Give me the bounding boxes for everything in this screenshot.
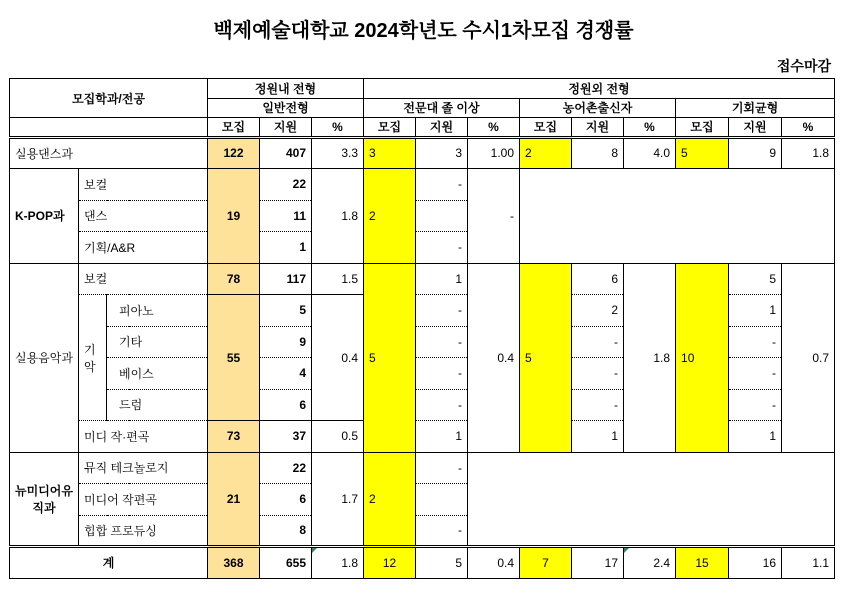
cell-quota: 2 — [364, 169, 416, 264]
cell-applied: 11 — [260, 200, 312, 232]
cell-quota: 122 — [208, 137, 260, 169]
header-outside: 정원외 전형 — [364, 79, 835, 99]
cell-applied: - — [416, 358, 468, 390]
cell-quota: 73 — [208, 421, 260, 453]
cell-applied: 6 — [572, 263, 624, 295]
major-name: 힙합 프로듀싱 — [79, 515, 208, 547]
header-applied: 지원 — [729, 118, 782, 138]
cell-applied: 37 — [260, 421, 312, 453]
cell-applied: 117 — [260, 263, 312, 295]
competition-table — [9, 78, 835, 579]
cell-applied: - — [572, 326, 624, 358]
cell-applied: 4 — [260, 358, 312, 390]
cell-applied: - — [416, 232, 468, 264]
cell-pct: 3.3 — [312, 137, 364, 169]
cell-pct: 0.4 — [312, 295, 364, 421]
cell-quota: 10 — [676, 263, 729, 452]
cell-applied: 6 — [260, 484, 312, 516]
cell-applied: - — [416, 169, 468, 201]
cell-applied: 9 — [260, 326, 312, 358]
cell-applied: 2 — [572, 295, 624, 327]
cell-applied: 1 — [729, 421, 782, 453]
cell-applied: - — [729, 358, 782, 390]
cell-quota: 5 — [676, 137, 729, 169]
cell-pct: 0.4 — [468, 263, 520, 452]
cell-applied: - — [416, 326, 468, 358]
cell-quota: 21 — [208, 452, 260, 547]
cell-applied: 9 — [729, 137, 782, 169]
cell-applied: 1 — [260, 232, 312, 264]
cell-pct: 1.1 — [782, 547, 835, 579]
cell-applied: 407 — [260, 137, 312, 169]
row-music-vocal — [10, 263, 835, 295]
cell-applied: 1 — [416, 421, 468, 453]
header-farm: 농어촌출신자 — [520, 98, 676, 118]
cell-applied — [416, 200, 468, 232]
cell-applied: - — [572, 389, 624, 421]
major-name: 기악 — [79, 295, 107, 421]
header-pct: % — [624, 118, 676, 138]
header-dept: 모집학과/전공 — [10, 79, 208, 118]
row-total — [10, 547, 835, 579]
empty-block — [520, 169, 835, 264]
cell-applied: 8 — [260, 515, 312, 547]
cell-pct: 1.8 — [624, 263, 676, 452]
header-pct: % — [312, 118, 364, 138]
sub-major-name: 드럼 — [107, 389, 208, 421]
header-applied: 지원 — [416, 118, 468, 138]
cell-applied: - — [572, 358, 624, 390]
header-pct: % — [782, 118, 835, 138]
cell-applied: 22 — [260, 169, 312, 201]
header-quota: 모집 — [676, 118, 729, 138]
total-label: 계 — [10, 547, 208, 579]
header-quota: 모집 — [520, 118, 572, 138]
cell-pct: 0.4 — [468, 547, 520, 579]
sub-major-name: 베이스 — [107, 358, 208, 390]
cell-quota: 2 — [364, 452, 416, 547]
major-name: 미디어 작편곡 — [79, 484, 208, 516]
cell-applied: - — [729, 326, 782, 358]
cell-quota: 15 — [676, 547, 729, 579]
major-name: 보컬 — [79, 263, 208, 295]
header-pct: % — [468, 118, 520, 138]
empty-block — [468, 452, 835, 547]
sub-major-name: 기타 — [107, 326, 208, 358]
cell-applied: 5 — [729, 263, 782, 295]
cell-applied: 5 — [260, 295, 312, 327]
header-blank — [10, 118, 208, 138]
cell-applied: 16 — [729, 547, 782, 579]
header-applied: 지원 — [572, 118, 624, 138]
major-name: 댄스 — [79, 200, 208, 232]
cell-applied: 1 — [416, 263, 468, 295]
cell-applied: 8 — [572, 137, 624, 169]
cell-pct: 2.4 — [624, 547, 676, 579]
cell-pct: 1.8 — [312, 169, 364, 264]
cell-applied: - — [416, 452, 468, 484]
sub-major-name: 피아노 — [107, 295, 208, 327]
row-kpop-1 — [10, 169, 835, 201]
cell-applied: 3 — [416, 137, 468, 169]
cell-quota: 7 — [520, 547, 572, 579]
cell-applied: 655 — [260, 547, 312, 579]
cell-applied: 5 — [416, 547, 468, 579]
cell-quota: 19 — [208, 169, 260, 264]
cell-pct: 0.5 — [312, 421, 364, 453]
header-general: 일반전형 — [208, 98, 364, 118]
cell-quota: 5 — [520, 263, 572, 452]
cell-applied: - — [416, 389, 468, 421]
cell-pct: 1.8 — [312, 547, 364, 579]
dept-name: 실용음악과 — [10, 263, 79, 452]
cell-quota: 78 — [208, 263, 260, 295]
header-equal: 기회균형 — [676, 98, 835, 118]
cell-pct: 1.8 — [782, 137, 835, 169]
cell-quota: 55 — [208, 295, 260, 421]
cell-quota: 368 — [208, 547, 260, 579]
header-college: 전문대 졸 이상 — [364, 98, 520, 118]
cell-pct: 4.0 — [624, 137, 676, 169]
cell-applied: - — [416, 515, 468, 547]
cell-pct: 0.7 — [782, 263, 835, 452]
cell-applied: 1 — [572, 421, 624, 453]
dept-name: K-POP과 — [10, 169, 79, 264]
row-dance — [10, 137, 835, 169]
major-name: 기획/A&R — [79, 232, 208, 264]
status-label: 접수마감 — [776, 58, 831, 74]
header-quota: 모집 — [364, 118, 416, 138]
cell-applied: 22 — [260, 452, 312, 484]
cell-applied: - — [729, 389, 782, 421]
major-name: 뮤직 테크놀로지 — [79, 452, 208, 484]
page-title: 백제예술대학교 2024학년도 수시1차모집 경쟁률 — [213, 20, 634, 42]
header-quota: 모집 — [208, 118, 260, 138]
cell-applied: 17 — [572, 547, 624, 579]
dept-name: 실용댄스과 — [10, 137, 208, 169]
cell-quota: 5 — [364, 263, 416, 452]
cell-pct: 1.00 — [468, 137, 520, 169]
cell-pct: 1.7 — [312, 452, 364, 547]
dept-name: 뉴미디어유 직과 — [10, 452, 79, 547]
row-newmedia-1 — [10, 452, 835, 484]
cell-applied: - — [416, 295, 468, 327]
cell-pct: 1.5 — [312, 263, 364, 295]
cell-quota: 2 — [520, 137, 572, 169]
cell-applied — [416, 484, 468, 516]
cell-quota: 12 — [364, 547, 416, 579]
cell-applied: 6 — [260, 389, 312, 421]
cell-applied: 1 — [729, 295, 782, 327]
cell-pct: - — [468, 169, 520, 264]
header-inside: 정원내 전형 — [208, 79, 364, 99]
major-name: 보컬 — [79, 169, 208, 201]
cell-quota: 3 — [364, 137, 416, 169]
header-applied: 지원 — [260, 118, 312, 138]
major-name: 미디 작·편곡 — [79, 421, 208, 453]
